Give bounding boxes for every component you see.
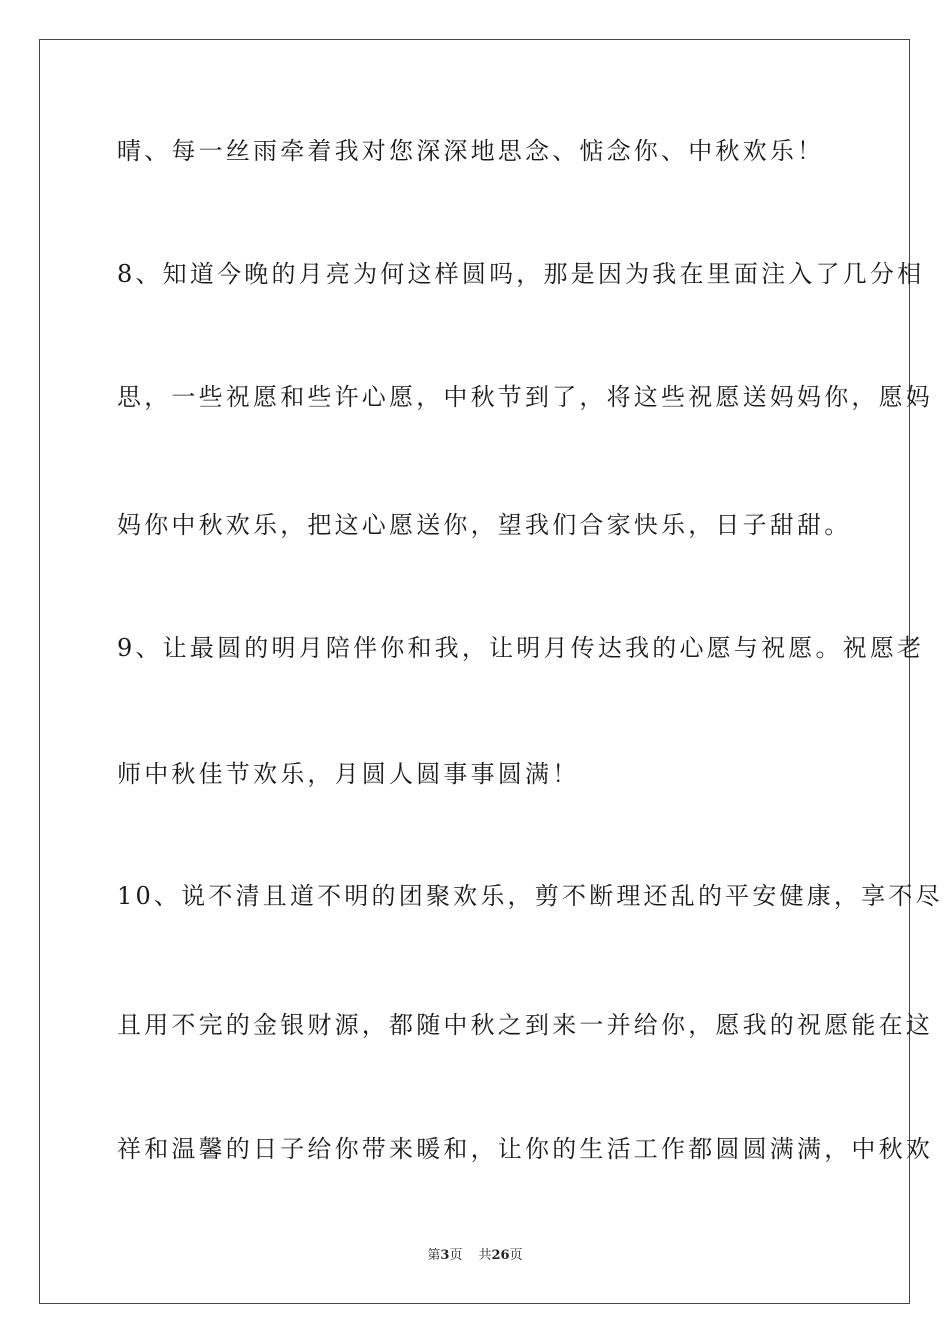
text-line: 且用不完的金银财源，都随中秋之到来一并给你，愿我的祝愿能在这 bbox=[117, 1011, 933, 1039]
text-line: 10、说不清且道不明的团聚欢乐，剪不断理还乱的平安健康，享不尽 bbox=[117, 882, 943, 910]
text-line: 晴、每一丝雨牵着我对您深深地思念、惦念你、中秋欢乐！ bbox=[117, 137, 825, 165]
page-border bbox=[39, 39, 943, 1304]
text-line: 8、知道今晚的月亮为何这样圆吗，那是因为我在里面注入了几分相 bbox=[117, 260, 925, 288]
total-suffix: 页 bbox=[509, 1248, 523, 1263]
text-line: 思，一些祝愿和些许心愿，中秋节到了，将这些祝愿送妈妈你，愿妈 bbox=[117, 383, 933, 411]
text-line: 师中秋佳节欢乐，月圆人圆事事圆满！ bbox=[117, 760, 580, 788]
text-line: 妈你中秋欢乐，把这心愿送你，望我们合家快乐，日子甜甜。 bbox=[117, 511, 852, 539]
text-line: 祥和温馨的日子给你带来暖和，让你的生活工作都圆圆满满，中秋欢 bbox=[117, 1135, 933, 1163]
page-suffix: 页 bbox=[449, 1248, 463, 1263]
page-footer bbox=[0, 1247, 950, 1265]
text-line: 9、让最圆的明月陪伴你和我，让明月传达我的心愿与祝愿。祝愿老 bbox=[117, 634, 925, 662]
total-prefix: 共 bbox=[478, 1248, 492, 1263]
page-prefix: 第 bbox=[427, 1248, 441, 1263]
page-number: 3 bbox=[440, 1248, 450, 1263]
total-pages: 26 bbox=[491, 1248, 510, 1263]
